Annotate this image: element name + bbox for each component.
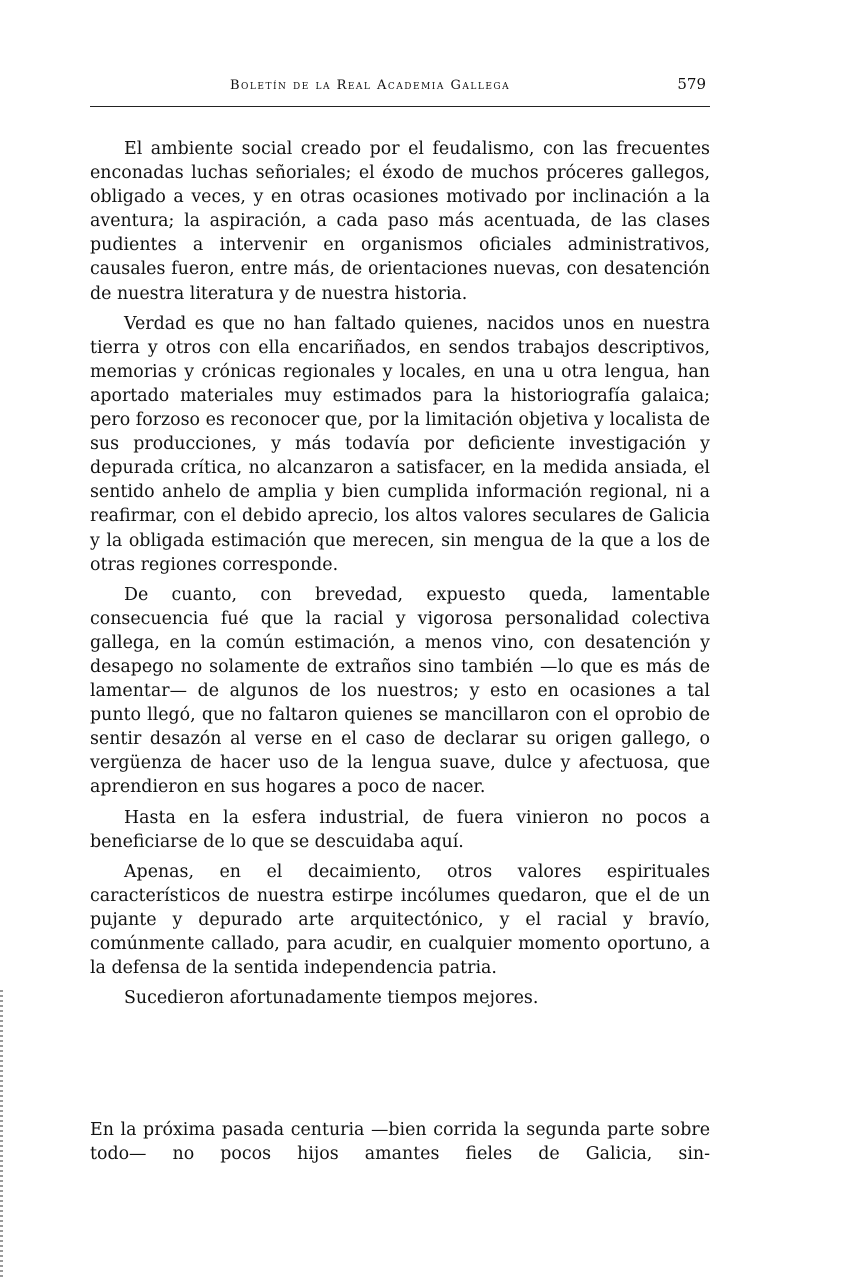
paragraph: Apenas, en el decaimiento, otros valores espirituales característicos de nuestra estirpe incólumes quedaron, que el de un pujante y depurado arte arquitectónico, y el racial y bravío, comúnmente callado, para acudir, en cualquier momento oportuno, a la defensa de la sentida independencia patria. [90, 861, 710, 979]
running-title: Boletín de la Real Academia Gallega [230, 78, 511, 93]
paragraph: Verdad es que no han faltado quienes, nacidos unos en nuestra tierra y otros con ella encariñados, en sendos trabajos descriptivos, memorias y crónicas regionales y locales, en una u otra lengua, han aportado materiales muy estimados para la historiografía galaica; pero forzoso es reconocer que, por la limitación objetiva y localista de sus producciones, y más todavía por deficiente investigación y depurada crítica, no alcanzaron a satisfacer, en la medida ansiada, el sentido anhelo de amplia y bien cumplida información regional, ni a reafirmar, con el debido aprecio, los altos valores seculares de Galicia y la obligada estimación que merecen, sin mengua de la que a los de otras regiones corresponde. [90, 313, 710, 575]
paragraph: Sucedieron afortunadamente tiempos mejores. [124, 988, 539, 1009]
body-text [90, 137, 710, 1016]
paragraph-continued: En la próxima pasada centuria —bien corrida la segunda parte sobre todo— no pocos hijos amantes fieles de Galicia, sin- [90, 1120, 710, 1165]
paragraph: De cuanto, con brevedad, expuesto queda, lamentable consecuencia fué que la racial y vigorosa personalidad colectiva gallega, en la común estimación, a menos vino, con desatención y desapego no solamente de extraños sino también —lo que es más de lamentar— de algunos de los nuestros; y esto en ocasiones a tal punto llegó, que no faltaron quienes se mancillaron con el oprobio de sentir desazón al verse en el caso de declarar su origen gallego, o vergüenza de hacer uso de la lengua suave, dulce y afectuosa, que aprendieron en sus hogares a poco de nacer. [90, 584, 710, 798]
paragraph: El ambiente social creado por el feudalismo, con las frecuentes enconadas luchas señoriales; el éxodo de muchos próceres gallegos, obligado a veces, y en otras ocasiones motivado por inclinación a la aventura; la aspiración, a cada paso más acentuada, de las clases pudientes a intervenir en organismos oficiales administrativos, causales fueron, entre más, de orientaciones nuevas, con desatención de nuestra literatura y de nuestra historia. [90, 139, 710, 304]
paragraph: Hasta en la esfera industrial, de fuera vinieron no pocos a beneficiarse de lo que se descuidaba aquí. [90, 807, 710, 852]
page-header [90, 72, 710, 107]
page-number: 579 [677, 75, 706, 93]
scan-edge-marks [0, 990, 3, 1280]
